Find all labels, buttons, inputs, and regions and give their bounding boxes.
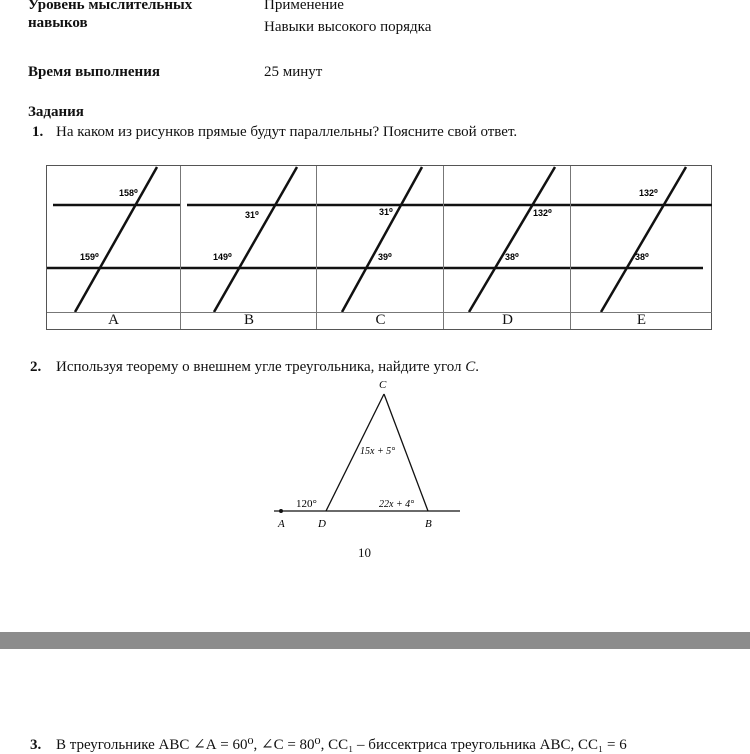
task1-number: 1. [32, 124, 44, 140]
figure-b-letter: B [243, 312, 254, 328]
figure-b-upper-angle: 31⁰ [245, 210, 259, 220]
figure-e [570, 166, 712, 329]
figure-b [180, 166, 317, 329]
vertex-c-label: C [379, 379, 387, 391]
figure-a-drawing [47, 166, 180, 312]
angle-b-label: 22x + 4° [379, 499, 415, 510]
figure-e-letter: E [636, 312, 647, 328]
level-value-application: Применение [264, 0, 344, 13]
task1-text: На каком из рисунков прямые будут параллельны? Поясните свой ответ. [56, 124, 518, 140]
figure-e-lower-angle: 38⁰ [635, 252, 649, 262]
vertex-b-label: B [425, 518, 432, 530]
level-value-higher-order: Навыки высокого порядка [264, 19, 432, 35]
figure-a-letter: A [108, 312, 119, 328]
task3-text: В треугольнике АВС ∠А = 60⁰, ∠С = 80⁰, СС₁ – биссектриса треугольника АВС, СС₁ = 6 [56, 737, 627, 753]
vertex-a-label: A [278, 518, 285, 530]
page-separator [0, 632, 750, 649]
figure-d-upper-angle: 132⁰ [533, 208, 552, 218]
figure-number: 10 [358, 545, 371, 560]
figure-d-letter: D [502, 312, 513, 328]
figure-d [443, 166, 571, 329]
figure-d-lower-angle: 38⁰ [505, 252, 519, 262]
figure-e-drawing [571, 166, 712, 312]
figure-a-lower-angle: 159⁰ [80, 252, 99, 262]
tasks-title: Задания [28, 104, 84, 120]
triangle-figure [270, 374, 465, 540]
task2-number: 2. [30, 359, 42, 375]
figure-a-upper-angle: 158⁰ [119, 188, 138, 198]
figure-d-drawing [444, 166, 571, 312]
time-label: Время выполнения [28, 64, 160, 80]
task2-text-main: Используя теорему о внешнем угле треугольника, найдите угол [56, 359, 466, 375]
figure-b-drawing [181, 166, 317, 312]
figure-b-lower-angle: 149⁰ [213, 252, 232, 262]
angle-d-label: 120° [296, 498, 317, 510]
angle-c-label: 15x + 5° [360, 446, 396, 457]
figure-c [316, 166, 444, 329]
task3-number: 3. [30, 737, 42, 753]
figure-c-lower-angle: 39⁰ [378, 252, 392, 262]
figure-c-drawing [317, 166, 444, 312]
figure-c-letter: C [375, 312, 386, 328]
figure-e-upper-angle: 132⁰ [639, 188, 658, 198]
task2-text-end: . [475, 359, 480, 375]
parallel-lines-figures [46, 165, 712, 330]
time-value: 25 минут [264, 64, 323, 80]
vertex-d-label: D [318, 518, 326, 530]
level-label: Уровень мыслительных навыков [28, 0, 193, 31]
figure-c-upper-angle: 31⁰ [379, 207, 393, 217]
figure-a [47, 166, 180, 329]
task2-text-var: C [465, 359, 476, 375]
